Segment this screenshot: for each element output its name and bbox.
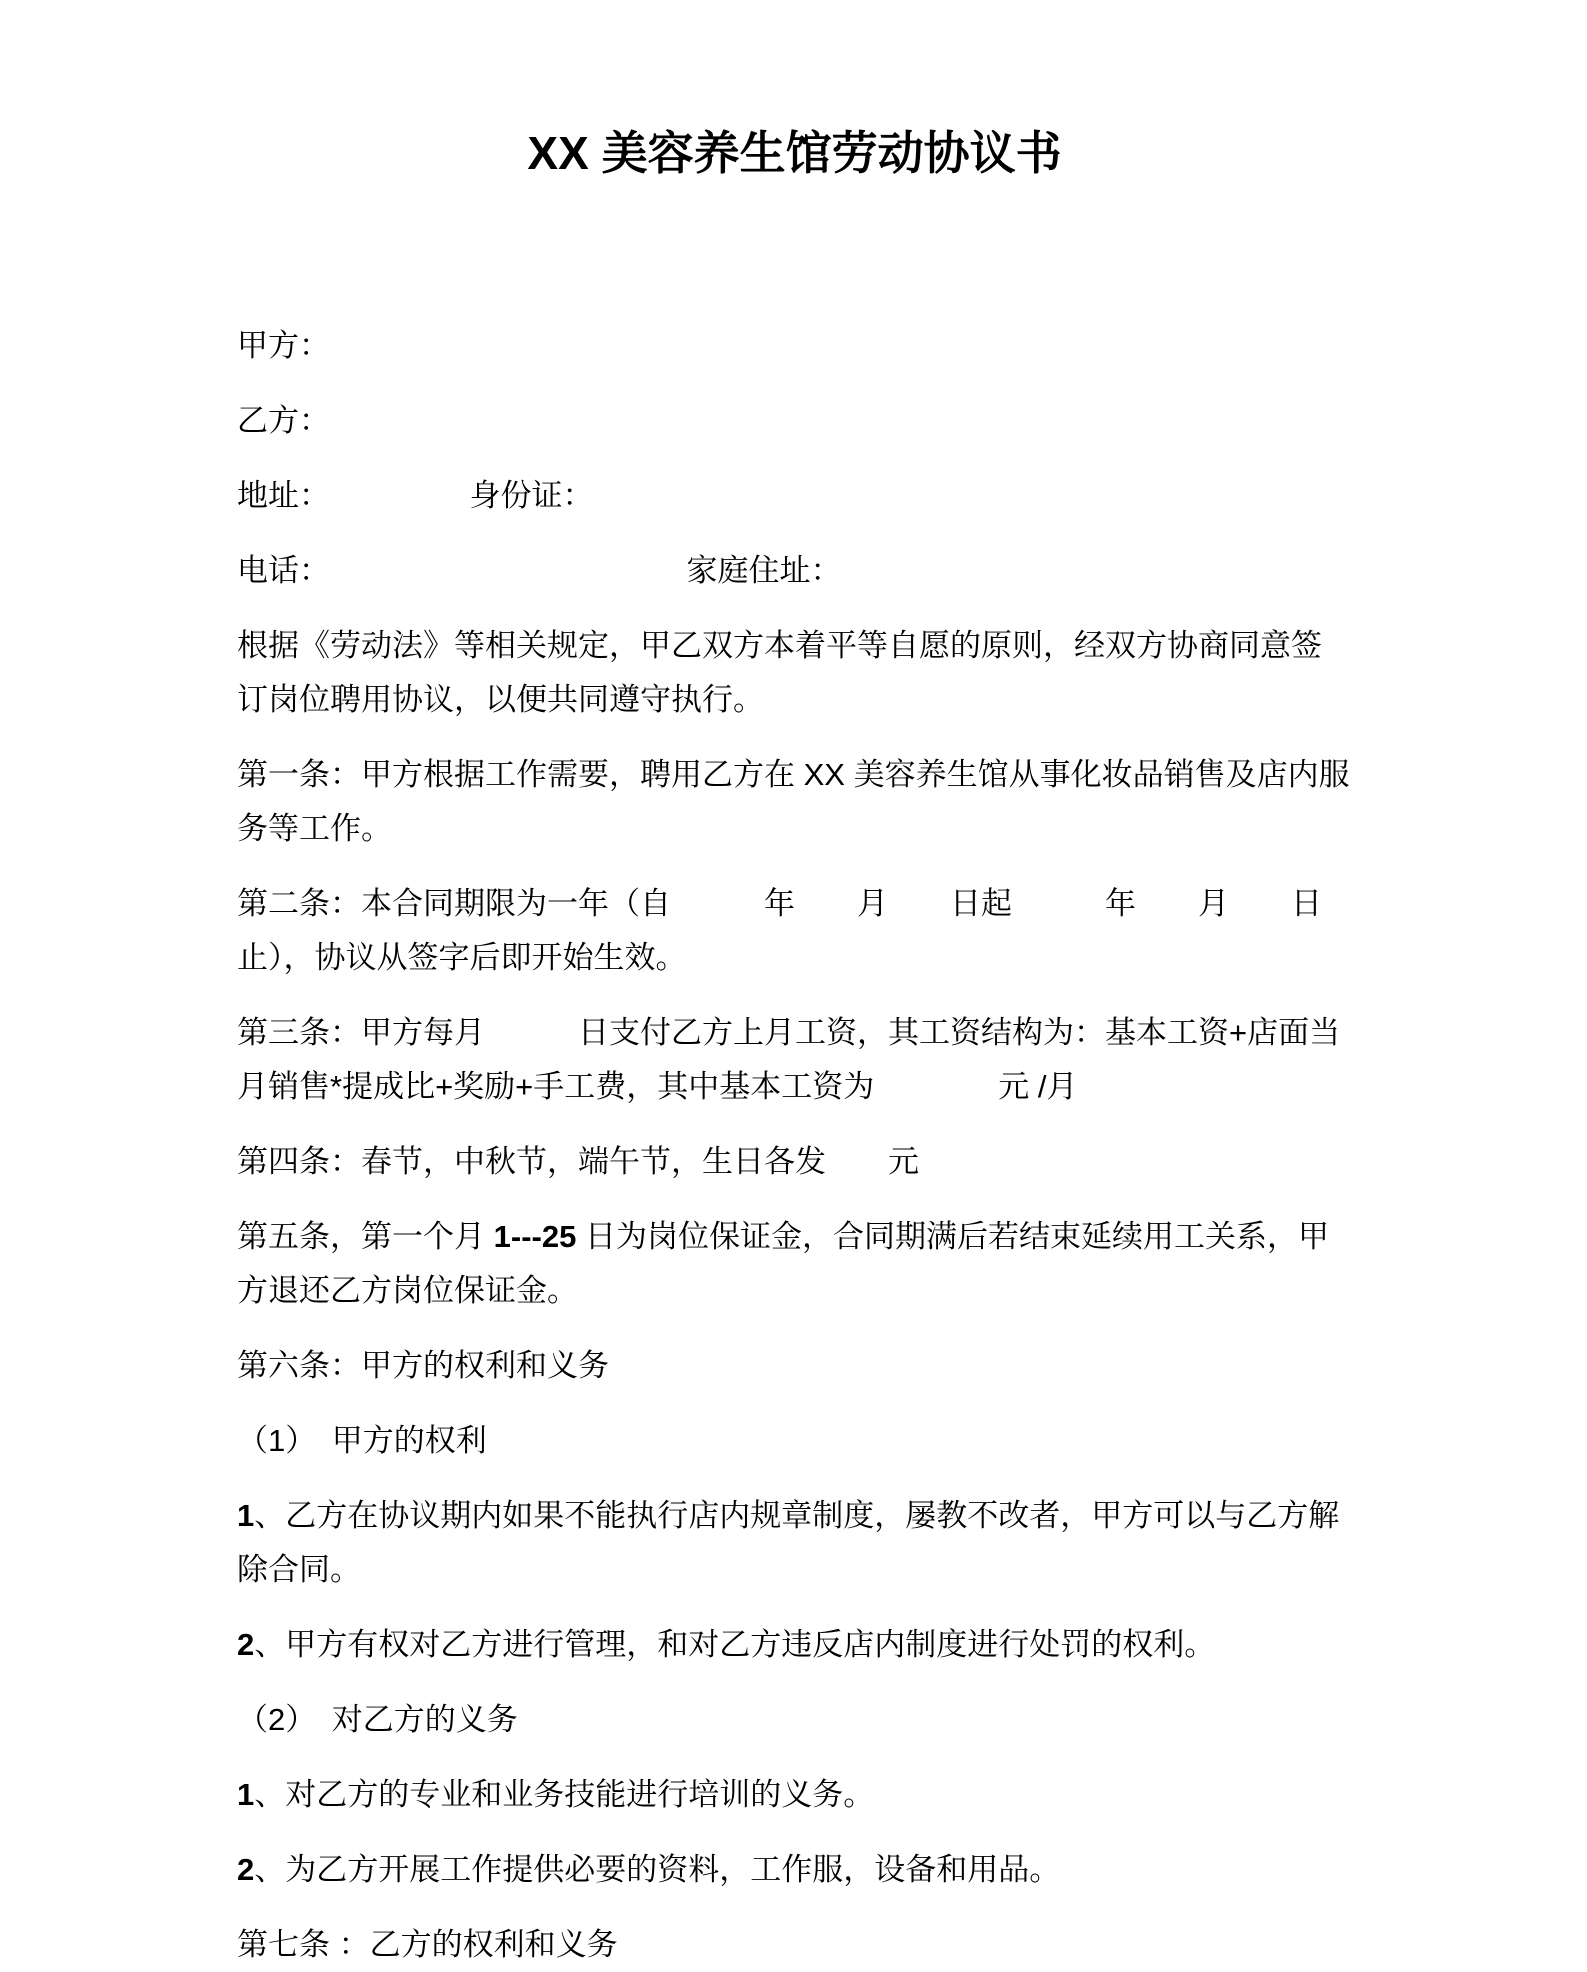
text-segment: 第七条 ：乙方的权利和义务 [237,1927,618,1962]
article-7 [237,1918,1352,1972]
text-segment: 电话： 家庭住址： [237,553,842,588]
text-segment: （1） 甲方的权利 [237,1423,487,1458]
bold-text-segment: 2 [237,1627,255,1662]
party-a-line [237,319,1352,373]
bold-text-segment: 1---25 [493,1219,577,1254]
article-6-section-1-item-2 [237,1618,1352,1672]
preamble [237,619,1352,727]
document-title: XX 美容养生馆劳动协议书 [527,127,1062,179]
article-6-section-2-heading [237,1693,1352,1747]
text-segment: 甲方： [237,328,330,363]
text-segment: 、甲方有权对乙方进行管理，和对乙方违反店内制度进行处罚的权利。 [254,1627,1216,1662]
text-segment: 日为岗位保证金，合同期满后若结束延续用工关系，甲方退还乙方岗位保证金。 [237,1219,1329,1308]
article-6 [237,1339,1352,1393]
bold-text-segment: 2 [237,1852,255,1887]
text-segment: 乙方： [237,403,330,438]
text-segment: 第五条，第一个月 [237,1219,494,1254]
text-segment: （2） 对乙方的义务 [237,1702,518,1737]
article-3 [237,1006,1352,1114]
text-segment: 第六条：甲方的权利和义务 [237,1348,609,1383]
text-segment: 、为乙方开展工作提供必要的资料，工作服，设备和用品。 [254,1852,1061,1887]
text-segment: 第四条：春节，中秋节，端午节，生日各发 元 [237,1144,919,1179]
party-b-line [237,394,1352,448]
article-5 [237,1210,1352,1318]
phone-home-line [237,544,1352,598]
bold-text-segment: 1 [237,1498,255,1533]
text-segment: 第三条：甲方每月 日支付乙方上月工资，其工资结构为：基本工资+店面当月销售*提成比+奖励+手工费，其中基本工资为 元 /月 [237,1015,1341,1104]
document-body [237,319,1352,1972]
article-6-section-1-heading [237,1414,1352,1468]
text-segment: 第二条：本合同期限为一年（自 年 月 日起 年 月 日止），协议从签字后即开始生效。 [237,886,1322,975]
text-segment: 地址： 身份证： [237,478,594,513]
article-1 [237,748,1352,856]
article-2 [237,877,1352,985]
text-segment: 第一条：甲方根据工作需要，聘用乙方在 XX 美容养生馆从事化妆品销售及店内服务等工作。 [237,757,1350,846]
text-segment: 、对乙方的专业和业务技能进行培训的义务。 [254,1777,875,1812]
article-6-section-2-item-1 [237,1768,1352,1822]
article-6-section-1-item-1 [237,1489,1352,1597]
address-id-line [237,469,1352,523]
bold-text-segment: 1 [237,1777,255,1812]
article-4 [237,1135,1352,1189]
text-segment: 根据《劳动法》等相关规定，甲乙双方本着平等自愿的原则，经双方协商同意签订岗位聘用协议，以便共同遵守执行。 [237,628,1322,717]
text-segment: 、乙方在协议期内如果不能执行店内规章制度，屡教不改者，甲方可以与乙方解除合同。 [237,1498,1340,1587]
article-6-section-2-item-2 [237,1843,1352,1897]
